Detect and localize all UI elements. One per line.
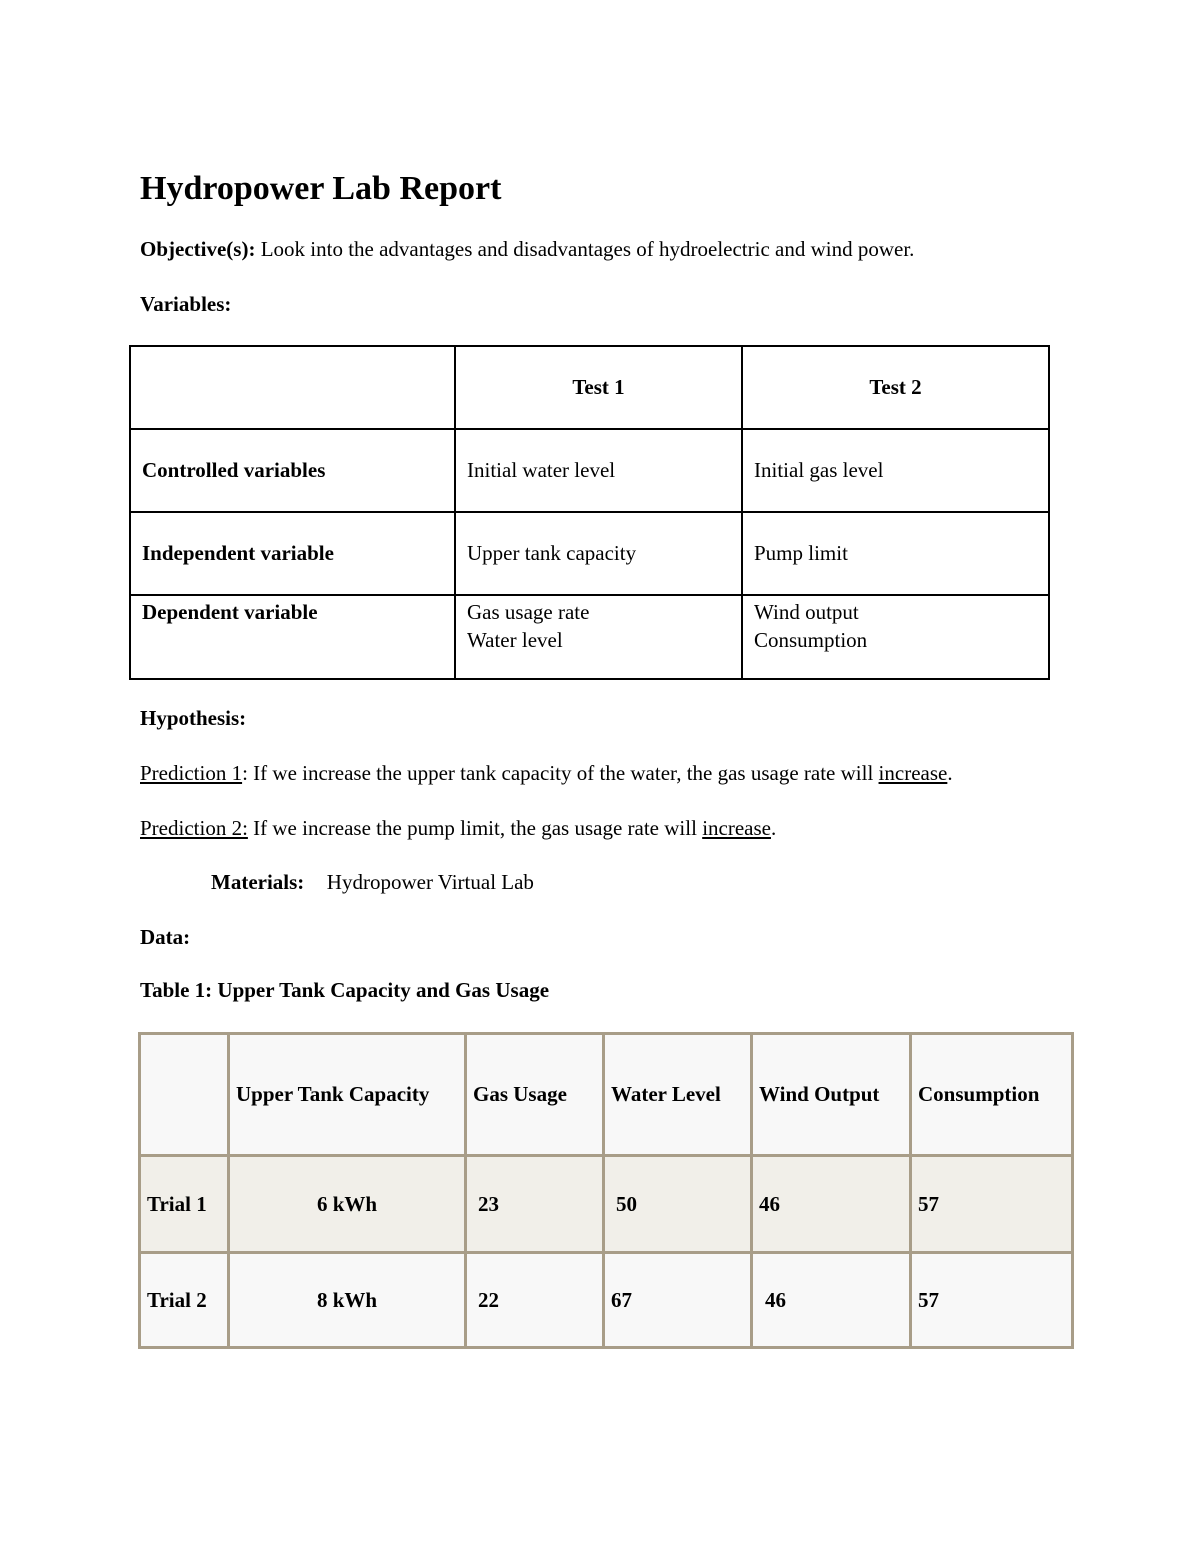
prediction-2-end: . bbox=[770, 816, 777, 840]
gas-cell: 22 bbox=[466, 1253, 604, 1348]
prediction-2 bbox=[140, 816, 776, 841]
variables-header-empty bbox=[130, 346, 455, 429]
row-label-dependent: Dependent variable bbox=[130, 595, 455, 679]
independent-test1: Upper tank capacity bbox=[455, 512, 742, 595]
dependent-test1 bbox=[455, 595, 742, 679]
prediction-1-label: Prediction 1 bbox=[140, 761, 243, 785]
materials-line bbox=[211, 870, 534, 895]
controlled-test2: Initial gas level bbox=[742, 429, 1049, 512]
wind-cell: 46 bbox=[752, 1156, 911, 1253]
prediction-2-text: If we increase the pump limit, the gas usage rate will bbox=[247, 816, 703, 840]
water-cell: 50 bbox=[604, 1156, 752, 1253]
variables-header-test2: Test 2 bbox=[742, 346, 1049, 429]
dependent-test1-line1: Gas usage rate bbox=[467, 600, 590, 624]
variables-header-test1: Test 1 bbox=[455, 346, 742, 429]
variables-header-row bbox=[130, 346, 1049, 429]
page-title: Hydropower Lab Report bbox=[140, 170, 502, 207]
materials-label: Materials: bbox=[211, 870, 305, 894]
data-header-wind: Wind Output bbox=[752, 1034, 911, 1156]
dependent-test2-line2: Consumption bbox=[754, 628, 868, 652]
capacity-cell: 8 kWh bbox=[229, 1253, 466, 1348]
trial-label: Trial 1 bbox=[140, 1156, 229, 1253]
hypothesis-label: Hypothesis: bbox=[140, 706, 247, 730]
table-row bbox=[140, 1156, 1073, 1253]
objective-label: Objective(s): bbox=[140, 237, 256, 261]
dependent-test2-line1: Wind output bbox=[754, 600, 859, 624]
dependent-test2 bbox=[742, 595, 1049, 679]
data-label: Data: bbox=[140, 925, 191, 949]
row-label-independent: Independent variable bbox=[130, 512, 455, 595]
prediction-2-emph: increase bbox=[702, 816, 771, 840]
data-header-water: Water Level bbox=[604, 1034, 752, 1156]
variables-table bbox=[129, 345, 1050, 680]
variables-row-independent bbox=[130, 512, 1049, 595]
prediction-1-text: : If we increase the upper tank capacity of the water, the gas usage rate will bbox=[242, 761, 879, 785]
data-header-row bbox=[140, 1034, 1073, 1156]
independent-test2: Pump limit bbox=[742, 512, 1049, 595]
data-header-empty bbox=[140, 1034, 229, 1156]
gas-cell: 23 bbox=[466, 1156, 604, 1253]
capacity-cell: 6 kWh bbox=[229, 1156, 466, 1253]
wind-cell: 46 bbox=[752, 1253, 911, 1348]
data-table bbox=[138, 1032, 1074, 1349]
prediction-1 bbox=[140, 761, 953, 786]
data-header-gas: Gas Usage bbox=[466, 1034, 604, 1156]
water-cell: 67 bbox=[604, 1253, 752, 1348]
consumption-cell: 57 bbox=[911, 1156, 1073, 1253]
dependent-test1-line2: Water level bbox=[467, 628, 563, 652]
consumption-cell: 57 bbox=[911, 1253, 1073, 1348]
table-row bbox=[140, 1253, 1073, 1348]
prediction-2-label: Prediction 2: bbox=[140, 816, 248, 840]
variables-row-controlled bbox=[130, 429, 1049, 512]
row-label-controlled: Controlled variables bbox=[130, 429, 455, 512]
materials-text: Hydropower Virtual Lab bbox=[326, 870, 534, 894]
data-header-consumption: Consumption bbox=[911, 1034, 1073, 1156]
objective-line bbox=[140, 237, 914, 262]
controlled-test1: Initial water level bbox=[455, 429, 742, 512]
table1-caption: Table 1: Upper Tank Capacity and Gas Usage bbox=[140, 978, 550, 1002]
variables-row-dependent bbox=[130, 595, 1049, 679]
trial-label: Trial 2 bbox=[140, 1253, 229, 1348]
prediction-1-emph: increase bbox=[878, 761, 948, 785]
objective-text: Look into the advantages and disadvantages of hydroelectric and wind power. bbox=[260, 237, 915, 261]
data-header-capacity: Upper Tank Capacity bbox=[229, 1034, 466, 1156]
prediction-1-end: . bbox=[947, 761, 953, 785]
variables-label: Variables: bbox=[140, 292, 232, 316]
